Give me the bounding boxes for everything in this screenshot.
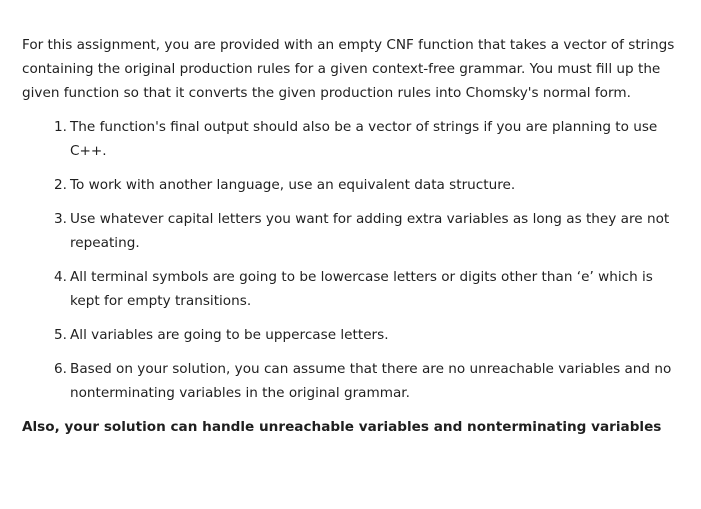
list-item-text: To work with another language, use an equivalent data structure. [70,177,516,193]
list-item-text: The function's final output should also be a vector of strings if you are planning to use C++. [70,119,658,159]
list-item [54,173,679,197]
bold-note: Also, your solution can handle unreachable variables and nonterminating variables [22,419,662,435]
list-item [54,357,679,405]
list-item-number: 6. [54,361,67,377]
list-item-number: 4. [54,269,67,285]
list-item [54,207,679,255]
intro-paragraph: For this assignment, you are provided with an empty CNF function that takes a vector of strings containing the original production rules for a given context-free grammar. You must fill up the given function so that it converts the given production rules into Chomsky's normal form. [22,37,675,101]
list-item-number: 2. [54,177,67,193]
list-item-number: 5. [54,327,67,343]
requirements-list [22,115,679,405]
list-item-text: Based on your solution, you can assume that there are no unreachable variables and no nonterminating variables in the original grammar. [70,361,672,401]
list-item [54,115,679,163]
list-item-number: 3. [54,211,67,227]
list-item-text: Use whatever capital letters you want for adding extra variables as long as they are not repeating. [70,211,670,251]
list-item-text: All terminal symbols are going to be lowercase letters or digits other than ‘e’ which is kept for empty transitions. [70,269,653,309]
list-item-number: 1. [54,119,67,135]
list-item [54,323,679,347]
list-item-text: All variables are going to be uppercase letters. [70,327,389,343]
list-item [54,265,679,313]
